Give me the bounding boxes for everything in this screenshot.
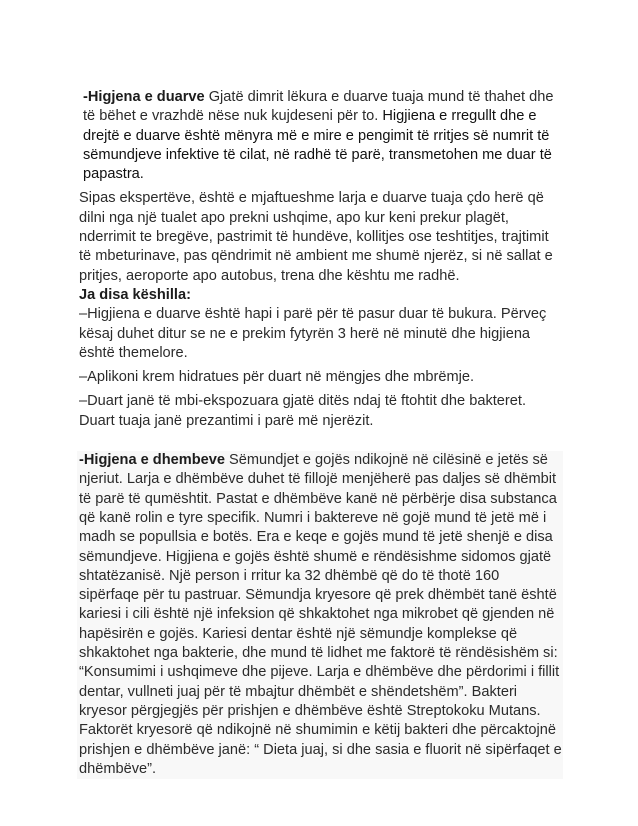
dental-hygiene-heading: -Higjena e dhembeve xyxy=(79,452,225,469)
hand-hygiene-intro: Gjatë dimrit lëkura e duarve tuaja mund të thahet dhe të bëhet e vrazhdë nëse nuk kujdeseni për to. xyxy=(83,89,554,125)
dental-hygiene-paragraph xyxy=(77,451,563,779)
hand-hygiene-paragraph xyxy=(79,88,563,184)
dental-hygiene-text: Sëmundjet e gojës ndikojnë në cilësinë e jetës së njeriut. Larja e dhëmbëve duhet të fillojë menjëherë pas daljes së dhëmbit të parë të qumështit. Pastat e dhëmbëve kanë në përbërje disa substanca që kanë rolin e tyre specifik. Numri i baktereve në gojë mund të jetë më i madh se popullsia e botës. Era e keqe e gojës mund të jetë shenjë e disa sëmundjeve. Higjiena e gojës është shumë e rëndësishme sidomos gjatë shtatëzanisë. Një person i rritur ka 32 dhëmbë që do të thotë 160 sipërfaqe për tu pastruar. Sëmundja kryesore që prek dhëmbët tanë është kariesi i cili është një infeksion që shkaktohet nga mikrobet që gjenden në hapësirën e gojës. Kariesi dentar është një sëmundje komplekse që shkaktohet nga bakterie, dhe mund të lidhet me faktorë të rëndësishëm si: “Konsumimi i ushqimeve dhe pijeve. Larja e dhëmbëve dhe përdorimi i fillit dentar, vullneti juaj për të mbajtur dhëmbët e shëndetshëm”. Bakteri kryesor përgjegjës për prishjen e dhëmbëve është Streptokoku Mutans. Faktorët kryesorë që ndikojnë në shumimin e këtij bakteri dhe përcaktojnë prishjen e dhëmbëve janë: “ Dieta juaj, si dhe sasia e fluorit në sipërfaqet e dhëmbëve”. xyxy=(79,452,562,777)
hand-hygiene-emphasis: Higjiena e rregullt dhe e drejtë e duarve është mënyra më e mire e pengimit të rritjes së numrit të sëmundjeve infektive të cilat, në radhë të parë, transmetohen me duar të papastra. xyxy=(83,108,552,183)
tip-item: –Higjiena e duarve është hapi i parë për të pasur duar të bukura. Përveç kësaj duhet ditur se ne e prekim fytyrën 3 herë në minutë dhe higjiena është themelore. xyxy=(79,306,547,361)
tip-item: –Aplikoni krem hidratues për duart në mëngjes dhe mbrëmje. xyxy=(79,369,475,386)
hand-washing-paragraph: Sipas ekspertëve, është e mjaftueshme larja e duarve tuaja çdo herë që dilni nga një tualet apo prekni ushqime, apo kur keni prekur plagët, nderrimit te bregëve, pastrimit të hundëve, kollitjes ose teshtitjes, trajtimit të mbeturinave, pas qëndrimit në ambient me shumë njerëz, si në sallat e pritjes, aeroporte apo autobus, trena dhe kështu me radhë. xyxy=(79,190,553,284)
tips-heading: Ja disa këshilla: xyxy=(79,286,191,303)
tip-item: –Duart janë të mbi-ekspozuara gjatë ditës ndaj të ftohtit dhe bakteret. Duart tuaja janë prezantimi i parë më njerëzit. xyxy=(79,393,526,429)
document-body xyxy=(79,88,563,779)
hand-hygiene-heading: -Higjena e duarve xyxy=(83,89,205,105)
